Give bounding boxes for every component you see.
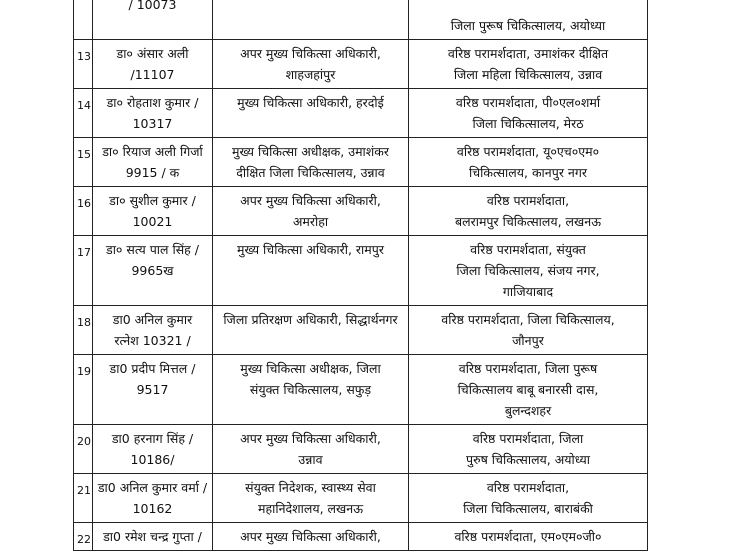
cell-line (413, 0, 643, 15)
cell-line: महानिदेशालय, लखनऊ (257, 501, 364, 516)
cell-line: जिला महिला चिकित्सालय, उन्नाव (453, 67, 603, 82)
table-row (74, 306, 648, 355)
new-posting-cell (409, 0, 648, 40)
table-row (74, 187, 648, 236)
serial-number-cell: 17 (74, 236, 93, 306)
current-post-cell (213, 474, 409, 523)
current-post-cell (213, 523, 409, 551)
cell-line (217, 0, 404, 15)
new-posting-cell (409, 355, 648, 425)
cell-line: पुरुष चिकित्सालय, अयोध्या (466, 452, 590, 467)
cell-line: 10162 (132, 501, 173, 516)
cell-line: मुख्य चिकित्सा अधीक्षक, उमाशंकर (231, 144, 390, 159)
officer-name-cell (93, 187, 213, 236)
new-posting-cell (409, 425, 648, 474)
table-row (74, 40, 648, 89)
cell-line: 9965ख (131, 263, 174, 278)
table-row (74, 89, 648, 138)
cell-line: वरिष्ठ परामर्शदाता, जिला चिकित्सालय, (441, 312, 615, 327)
cell-line: मुख्य चिकित्सा अधीक्षक, जिला (240, 361, 381, 376)
current-post-cell (213, 138, 409, 187)
cell-line: डा० अंसार अली (116, 46, 189, 61)
cell-line: डा0 प्रदीप मित्तल / (109, 361, 196, 376)
cell-line: डा0 अनिल कुमार (112, 312, 193, 327)
table-row (74, 236, 648, 306)
serial-number-cell (74, 0, 93, 40)
cell-line: अपर मुख्य चिकित्सा अधिकारी, (240, 46, 381, 61)
cell-line: वरिष्ठ परामर्शदाता, जिला पुरूष (458, 361, 598, 376)
cell-line: 10021 (132, 214, 173, 229)
cell-line: जिला पुरूष चिकित्सालय, अयोध्या (450, 18, 606, 33)
new-posting-cell (409, 474, 648, 523)
cell-line: डा० सत्य पाल सिंह / (106, 242, 199, 257)
cell-line: दीक्षित जिला चिकित्सालय, उन्नाव (236, 165, 385, 180)
serial-number-cell: 18 (74, 306, 93, 355)
new-posting-cell (409, 523, 648, 551)
cell-line: बलरामपुर चिकित्सालय, लखनऊ (454, 214, 602, 229)
cell-line: वरिष्ठ परामर्शदाता, एम०एम०जी० (454, 529, 602, 544)
cell-line: 9517 (136, 382, 169, 397)
cell-line: शाहजहांपुर (285, 67, 336, 82)
cell-line: डा० सुशील कुमार / (109, 193, 196, 208)
serial-number-cell: 20 (74, 425, 93, 474)
serial-number-cell: 13 (74, 40, 93, 89)
cell-line: वरिष्ठ परामर्शदाता, (486, 480, 570, 495)
serial-number-cell: 19 (74, 355, 93, 425)
table-row (74, 138, 648, 187)
cell-line: वरिष्ठ परामर्शदाता, जिला (472, 431, 584, 446)
table-row (74, 425, 648, 474)
cell-line: जिला चिकित्सालय, संजय नगर, (456, 263, 600, 278)
officer-name-cell (93, 425, 213, 474)
cell-line: अमरोहा (292, 214, 329, 229)
cell-line: रत्नेश 10321 / (114, 333, 191, 348)
cell-line: 10317 (132, 116, 173, 131)
current-post-cell (213, 0, 409, 40)
officer-name-cell (93, 138, 213, 187)
cell-line: जिला चिकित्सालय, बाराबंकी (463, 501, 593, 516)
table-row (74, 0, 648, 40)
current-post-cell (213, 355, 409, 425)
cell-line: डा0 अनिल कुमार वर्मा / (97, 480, 208, 495)
cell-line: 9915 / क (125, 165, 180, 180)
current-post-cell (213, 306, 409, 355)
cell-line: अपर मुख्य चिकित्सा अधिकारी, (240, 193, 381, 208)
new-posting-cell (409, 306, 648, 355)
cell-line: जौनपुर (512, 333, 544, 348)
cell-line: वरिष्ठ परामर्शदाता, संयुक्त (470, 242, 586, 257)
cell-line: जिला चिकित्सालय, मेरठ (472, 116, 584, 131)
cell-line: अपर मुख्य चिकित्सा अधिकारी, (240, 529, 381, 544)
table-row (74, 355, 648, 425)
table-row (74, 523, 648, 551)
officer-name-cell (93, 236, 213, 306)
cell-line: चिकित्सालय बाबू बनारसी दास, (457, 382, 599, 397)
new-posting-cell (409, 236, 648, 306)
cell-line: वरिष्ठ परामर्शदाता, (486, 193, 570, 208)
cell-line: वरिष्ठ परामर्शदाता, पी०एल०शर्मा (455, 95, 601, 110)
cell-line: गाजियाबाद (502, 284, 554, 299)
transfer-table-body (74, 0, 648, 551)
cell-line: उन्नाव (298, 452, 323, 467)
current-post-cell (213, 425, 409, 474)
cell-line: 10186/ (130, 452, 175, 467)
current-post-cell (213, 187, 409, 236)
cell-line: अपर मुख्य चिकित्सा अधिकारी, (240, 431, 381, 446)
serial-number-cell: 15 (74, 138, 93, 187)
table-row (74, 474, 648, 523)
new-posting-cell (409, 138, 648, 187)
cell-line: मुख्य चिकित्सा अधिकारी, हरदोई (237, 95, 384, 110)
serial-number-cell: 22 (74, 523, 93, 551)
officer-name-cell (93, 0, 213, 40)
new-posting-cell (409, 187, 648, 236)
officer-name-cell (93, 306, 213, 355)
transfer-table (73, 0, 648, 551)
officer-name-cell (93, 474, 213, 523)
officer-name-cell (93, 355, 213, 425)
cell-line: / 10073 (128, 0, 177, 12)
current-post-cell (213, 236, 409, 306)
cell-line: मुख्य चिकित्सा अधिकारी, रामपुर (237, 242, 384, 257)
cell-line: डा0 रमेश चन्द्र गुप्ता / (103, 529, 202, 544)
cell-line: वरिष्ठ परामर्शदाता, उमाशंकर दीक्षित (447, 46, 609, 61)
cell-line: डा0 हरनाग सिंह / (111, 431, 194, 446)
current-post-cell (213, 89, 409, 138)
new-posting-cell (409, 40, 648, 89)
cell-line: जिला प्रतिरक्षण अधिकारी, सिद्धार्थनगर (223, 312, 398, 327)
new-posting-cell (409, 89, 648, 138)
officer-name-cell (93, 523, 213, 551)
cell-line: चिकित्सालय, कानपुर नगर (469, 165, 587, 180)
serial-number-cell: 14 (74, 89, 93, 138)
serial-number-cell: 21 (74, 474, 93, 523)
cell-line: डा० रियाज अली गिर्जा (102, 144, 203, 159)
cell-line: वरिष्ठ परामर्शदाता, यू०एच०एम० (456, 144, 600, 159)
cell-line: संयुक्त निदेशक, स्वास्थ्य सेवा (245, 480, 376, 495)
serial-number-cell: 16 (74, 187, 93, 236)
cell-line: डा० रोहताश कुमार / (106, 95, 199, 110)
current-post-cell (213, 40, 409, 89)
cell-line: बुलन्दशहर (504, 403, 552, 418)
cell-line: संयुक्त चिकित्सालय, सफुड़ (249, 382, 372, 397)
officer-name-cell (93, 40, 213, 89)
officer-name-cell (93, 89, 213, 138)
cell-line: /11107 (130, 67, 175, 82)
